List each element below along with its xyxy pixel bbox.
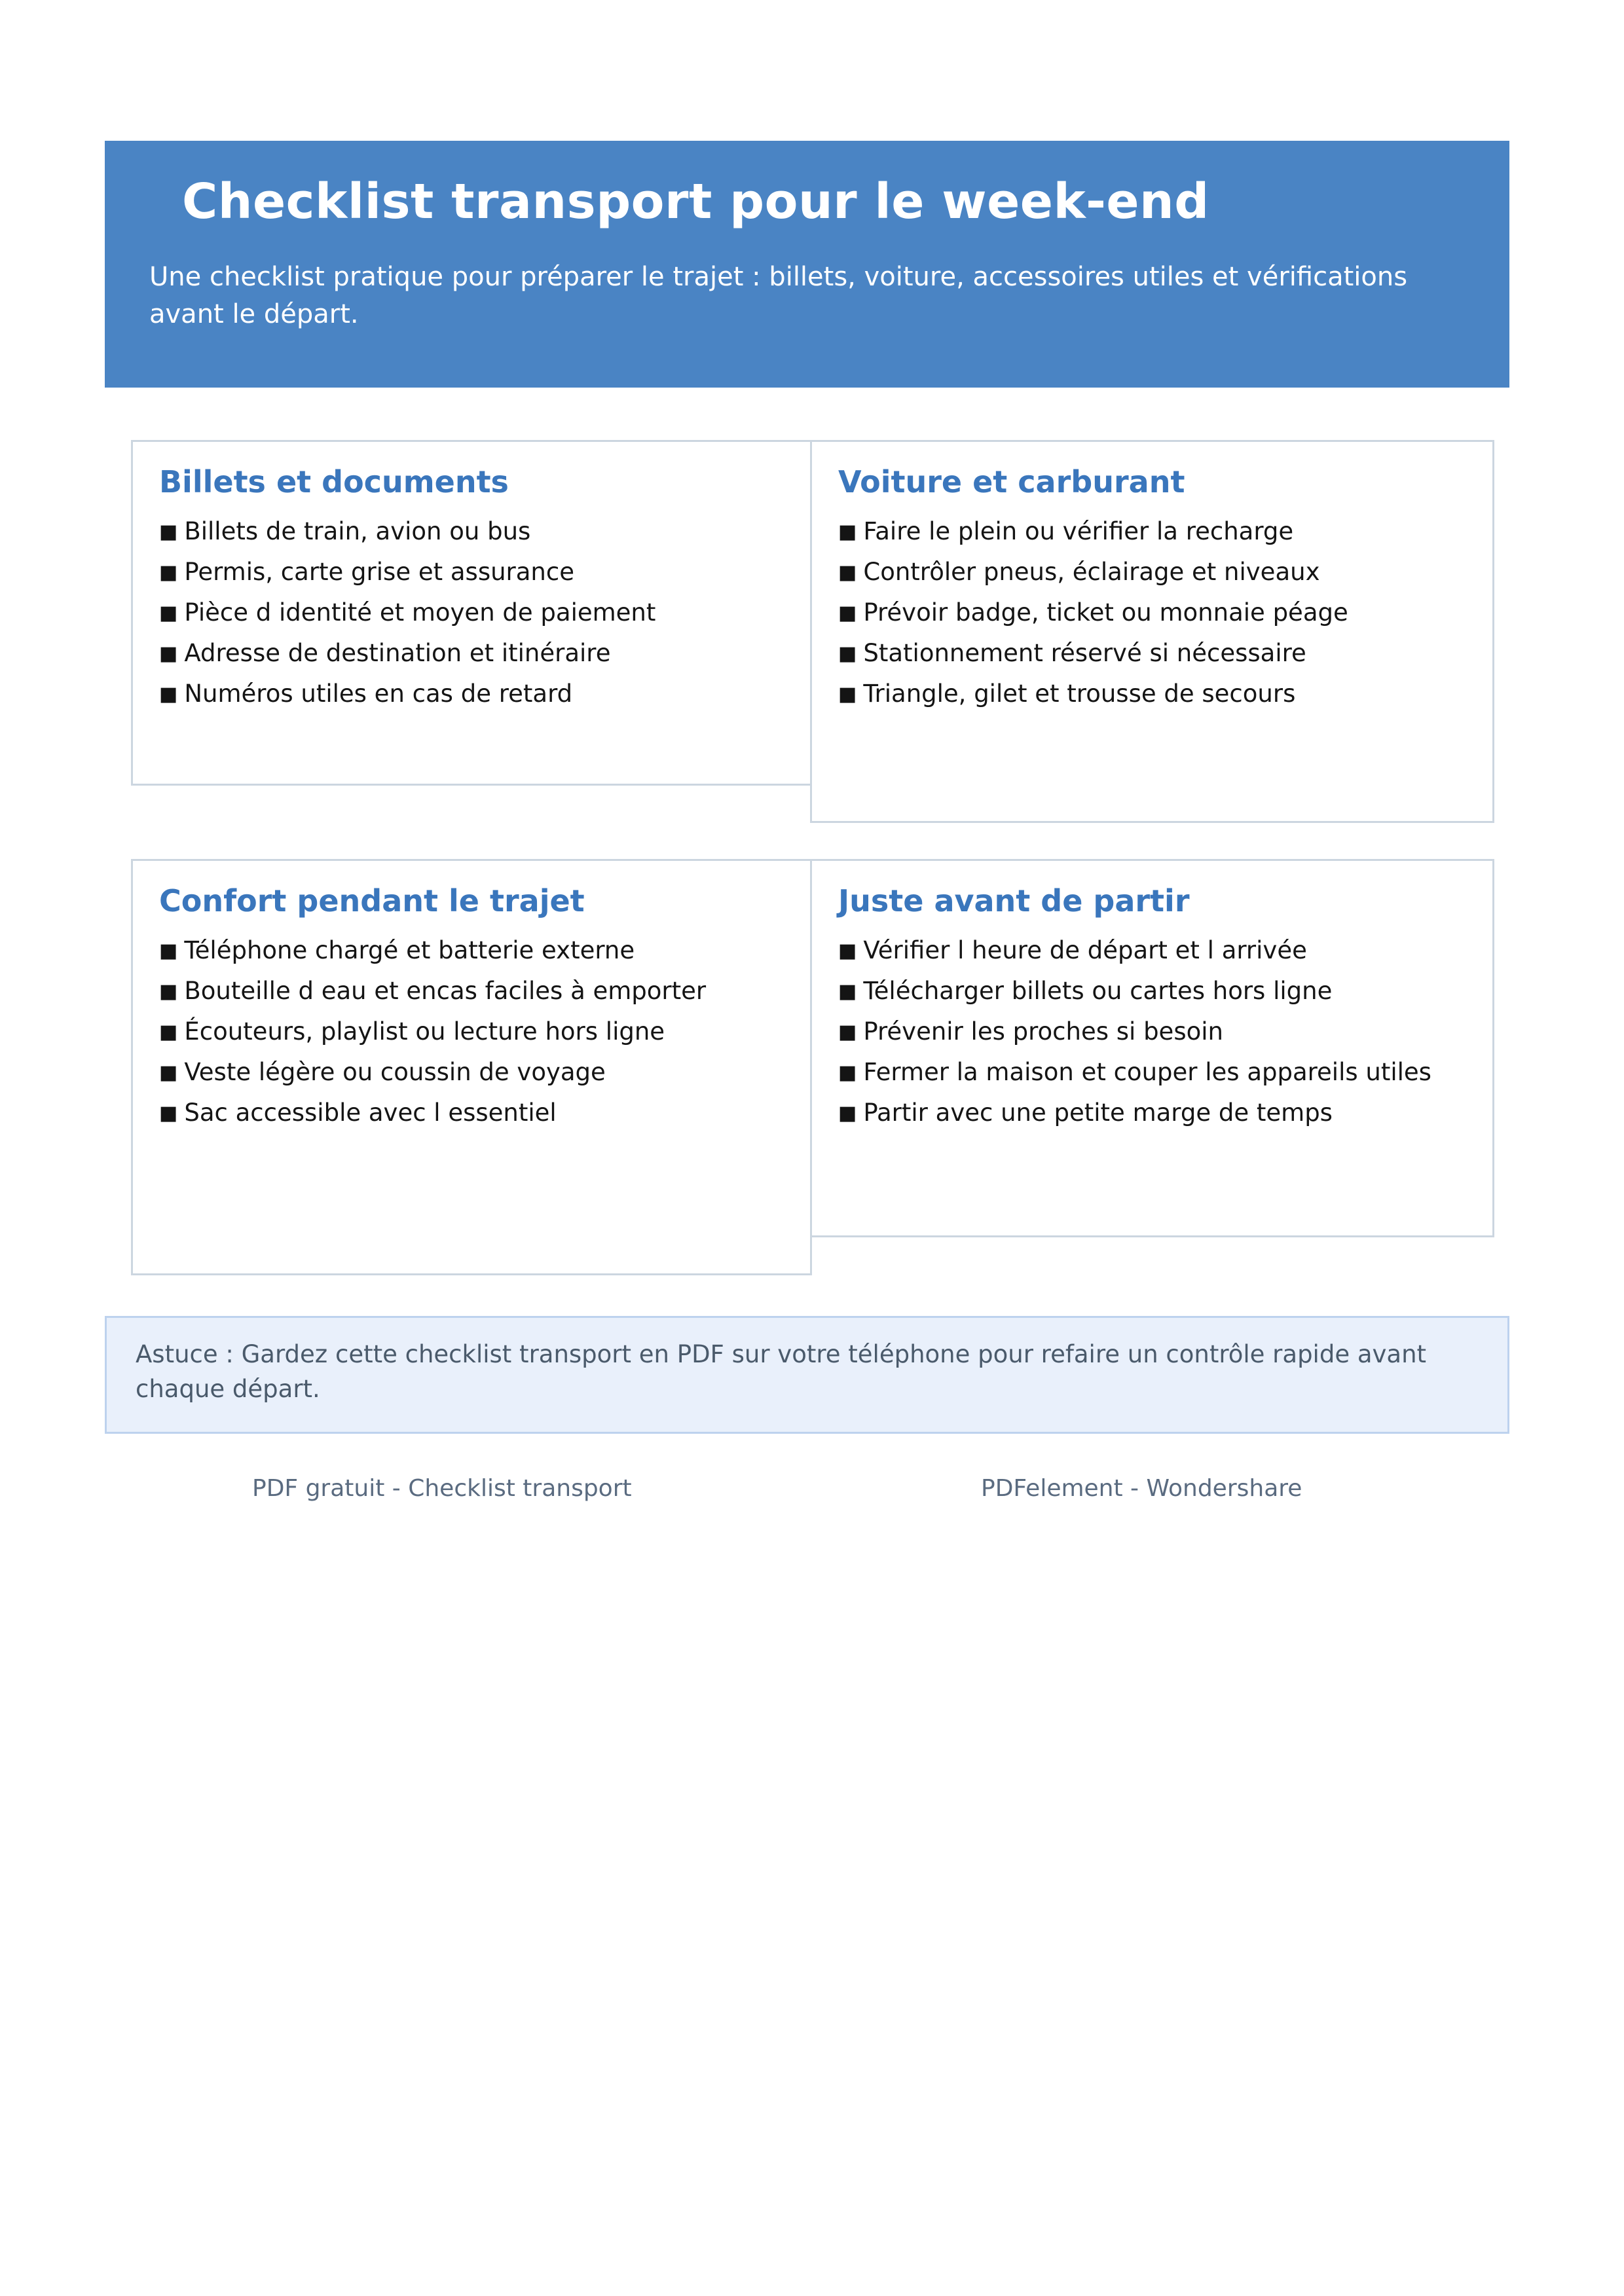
square-bullet-icon: ■: [838, 520, 857, 543]
square-bullet-icon: ■: [838, 1020, 857, 1044]
card-item-list: [159, 935, 784, 1129]
list-item[interactable]: [838, 1016, 1466, 1048]
list-item-label: Prévoir badge, ticket ou monnaie péage: [863, 598, 1348, 627]
list-item-label: Écouteurs, playlist ou lecture hors ligne: [184, 1017, 665, 1046]
tip-callout-box: [105, 1316, 1509, 1434]
square-bullet-icon: ■: [838, 939, 857, 962]
card-title: Billets et documents: [159, 464, 509, 500]
square-bullet-icon: ■: [838, 1061, 857, 1084]
card-item-list: [838, 935, 1466, 1129]
checklist-card-confort-pendant-le-trajet: [131, 859, 812, 1275]
list-item[interactable]: [838, 638, 1466, 669]
square-bullet-icon: ■: [838, 1101, 857, 1125]
square-bullet-icon: ■: [159, 682, 178, 706]
list-item-label: Numéros utiles en cas de retard: [184, 679, 573, 708]
square-bullet-icon: ■: [159, 1061, 178, 1084]
square-bullet-icon: ■: [159, 560, 178, 584]
card-title: Voiture et carburant: [838, 464, 1185, 500]
checklist-card-juste-avant-de-partir: [810, 859, 1494, 1237]
list-item-label: Pièce d identité et moyen de paiement: [184, 598, 656, 627]
list-item[interactable]: [159, 597, 784, 629]
list-item-label: Adresse de destination et itinéraire: [184, 638, 611, 667]
list-item[interactable]: [838, 516, 1466, 547]
list-item-label: Téléphone chargé et batterie externe: [184, 936, 635, 964]
page-title: Checklist transport pour le week-end: [182, 173, 1209, 230]
list-item[interactable]: [838, 597, 1466, 629]
list-item[interactable]: [159, 935, 784, 966]
square-bullet-icon: ■: [159, 1101, 178, 1125]
square-bullet-icon: ■: [159, 520, 178, 543]
list-item[interactable]: [838, 975, 1466, 1007]
list-item-label: Prévenir les proches si besoin: [863, 1017, 1223, 1046]
card-title: Confort pendant le trajet: [159, 883, 585, 919]
tip-text: Astuce : Gardez cette checklist transport en PDF sur votre téléphone pour refaire un contrôle rapide avant chaque départ.: [136, 1340, 1427, 1403]
square-bullet-icon: ■: [159, 939, 178, 962]
checklist-card-voiture-et-carburant: [810, 440, 1494, 823]
checklist-card-billets-et-documents: [131, 440, 812, 786]
list-item[interactable]: [838, 556, 1466, 588]
card-title: Juste avant de partir: [838, 883, 1190, 919]
page-subtitle: Une checklist pratique pour préparer le trajet : billets, voiture, accessoires utiles et vérifications avant le départ.: [149, 262, 1408, 329]
list-item-label: Contrôler pneus, éclairage et niveaux: [863, 557, 1320, 586]
list-item[interactable]: [159, 1097, 784, 1129]
square-bullet-icon: ■: [838, 560, 857, 584]
document-header-band: [105, 141, 1509, 388]
footer-left-label: PDF gratuit - Checklist transport: [252, 1475, 632, 1502]
card-item-list: [159, 516, 784, 710]
square-bullet-icon: ■: [159, 1020, 178, 1044]
list-item-label: Sac accessible avec l essentiel: [184, 1098, 557, 1127]
list-item-label: Triangle, gilet et trousse de secours: [863, 679, 1296, 708]
list-item[interactable]: [159, 1057, 784, 1088]
list-item-label: Vérifier l heure de départ et l arrivée: [863, 936, 1307, 964]
list-item-label: Stationnement réservé si nécessaire: [863, 638, 1306, 667]
list-item[interactable]: [159, 516, 784, 547]
list-item[interactable]: [838, 1057, 1466, 1088]
square-bullet-icon: ■: [838, 682, 857, 706]
square-bullet-icon: ■: [159, 979, 178, 1003]
square-bullet-icon: ■: [838, 979, 857, 1003]
list-item[interactable]: [159, 1016, 784, 1048]
card-item-list: [838, 516, 1466, 710]
list-item[interactable]: [838, 678, 1466, 710]
list-item-label: Bouteille d eau et encas faciles à emporter: [184, 976, 707, 1005]
list-item[interactable]: [159, 678, 784, 710]
square-bullet-icon: ■: [159, 601, 178, 625]
footer-right-label: PDFelement - Wondershare: [981, 1475, 1302, 1502]
list-item[interactable]: [159, 975, 784, 1007]
list-item-label: Billets de train, avion ou bus: [184, 517, 531, 545]
list-item[interactable]: [159, 556, 784, 588]
square-bullet-icon: ■: [159, 642, 178, 665]
square-bullet-icon: ■: [838, 642, 857, 665]
list-item-label: Permis, carte grise et assurance: [184, 557, 574, 586]
list-item[interactable]: [838, 1097, 1466, 1129]
square-bullet-icon: ■: [838, 601, 857, 625]
list-item-label: Télécharger billets ou cartes hors ligne: [863, 976, 1333, 1005]
list-item[interactable]: [838, 935, 1466, 966]
list-item-label: Fermer la maison et couper les appareils utiles: [863, 1057, 1431, 1086]
list-item-label: Faire le plein ou vérifier la recharge: [863, 517, 1294, 545]
list-item-label: Partir avec une petite marge de temps: [863, 1098, 1333, 1127]
list-item[interactable]: [159, 638, 784, 669]
list-item-label: Veste légère ou coussin de voyage: [184, 1057, 606, 1086]
